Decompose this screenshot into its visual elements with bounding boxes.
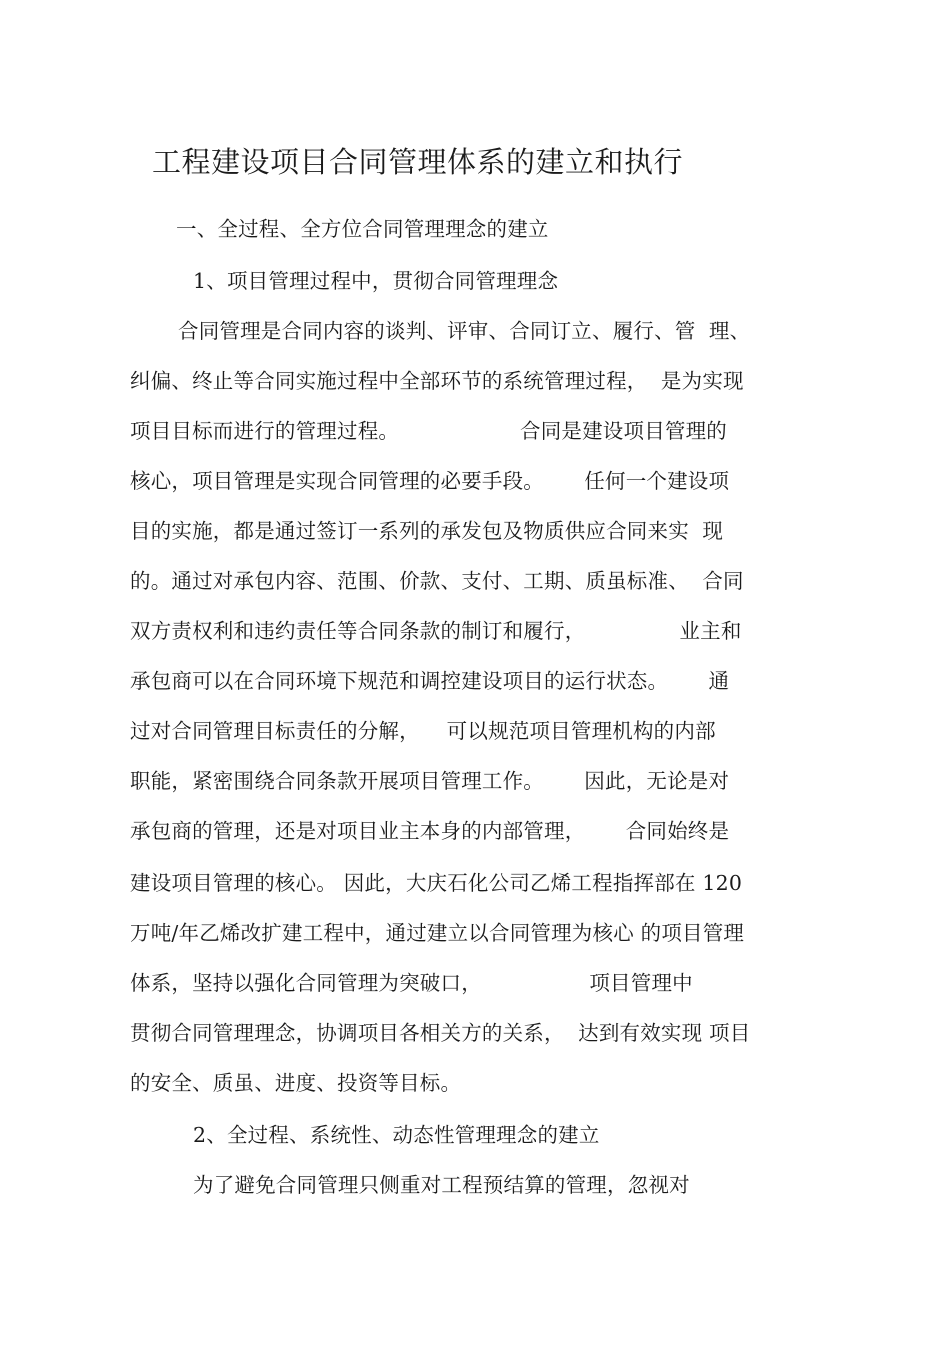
paragraph-line: 核心，项目管理是实现合同管理的必要手段。 任何一个建设项 [130,469,730,493]
paragraph-line: 合同管理是合同内容的谈判、评审、合同订立、履行、管 理、 [178,319,751,343]
paragraph-line: 贯彻合同管理理念，协调项目各相关方的关系， 达到有效实现 项目 [130,1021,751,1045]
paragraph-line: 目的实施，都是通过签订一系列的承发包及物质供应合同来实 现 [130,519,724,543]
subsection-heading-2: 2、全过程、系统性、动态性管理理念的建立 [193,1123,600,1147]
paragraph-line: 体系，坚持以强化合同管理为突破口， 项目管理中 [130,971,693,995]
paragraph-line: 万吨/年乙烯改扩建工程中，通过建立以合同管理为核心 的项目管理 [130,921,745,945]
paragraph-line: 纠偏、终止等合同实施过程中全部环节的系统管理过程， 是为实现 [130,369,744,393]
paragraph-line: 过对合同管理目标责任的分解， 可以规范项目管理机构的内部 [130,719,716,743]
paragraph-line: 建设项目管理的核心。 因此，大庆石化公司乙烯工程指挥部在 120 [130,871,743,895]
document-title: 工程建设项目合同管理体系的建立和执行 [152,145,684,179]
paragraph-line: 职能，紧密围绕合同条款开展项目管理工作。 因此，无论是对 [130,769,730,793]
section-heading-1: 一、全过程、全方位合同管理理念的建立 [176,217,549,241]
paragraph-line: 的安全、质虽、进度、投资等目标。 [130,1071,462,1095]
paragraph-line: 的。通过对承包内容、范围、价款、支付、工期、质虽标准、 合同 [130,569,744,593]
paragraph-line: 为了避免合同管理只侧重对工程预结算的管理，忽视对 [193,1173,690,1197]
paragraph-line: 承包商的管理，还是对项目业主本身的内部管理， 合同始终是 [130,819,730,843]
paragraph-line: 双方责权利和违约责任等合同条款的制订和履行， 业主和 [130,619,742,643]
paragraph-line: 承包商可以在合同环境下规范和调控建设项目的运行状态。 通 [130,669,730,693]
paragraph-line: 项目目标而进行的管理过程。 合同是建设项目管理的 [130,419,727,443]
subsection-heading-1: 1、项目管理过程中，贯彻合同管理理念 [193,269,559,293]
